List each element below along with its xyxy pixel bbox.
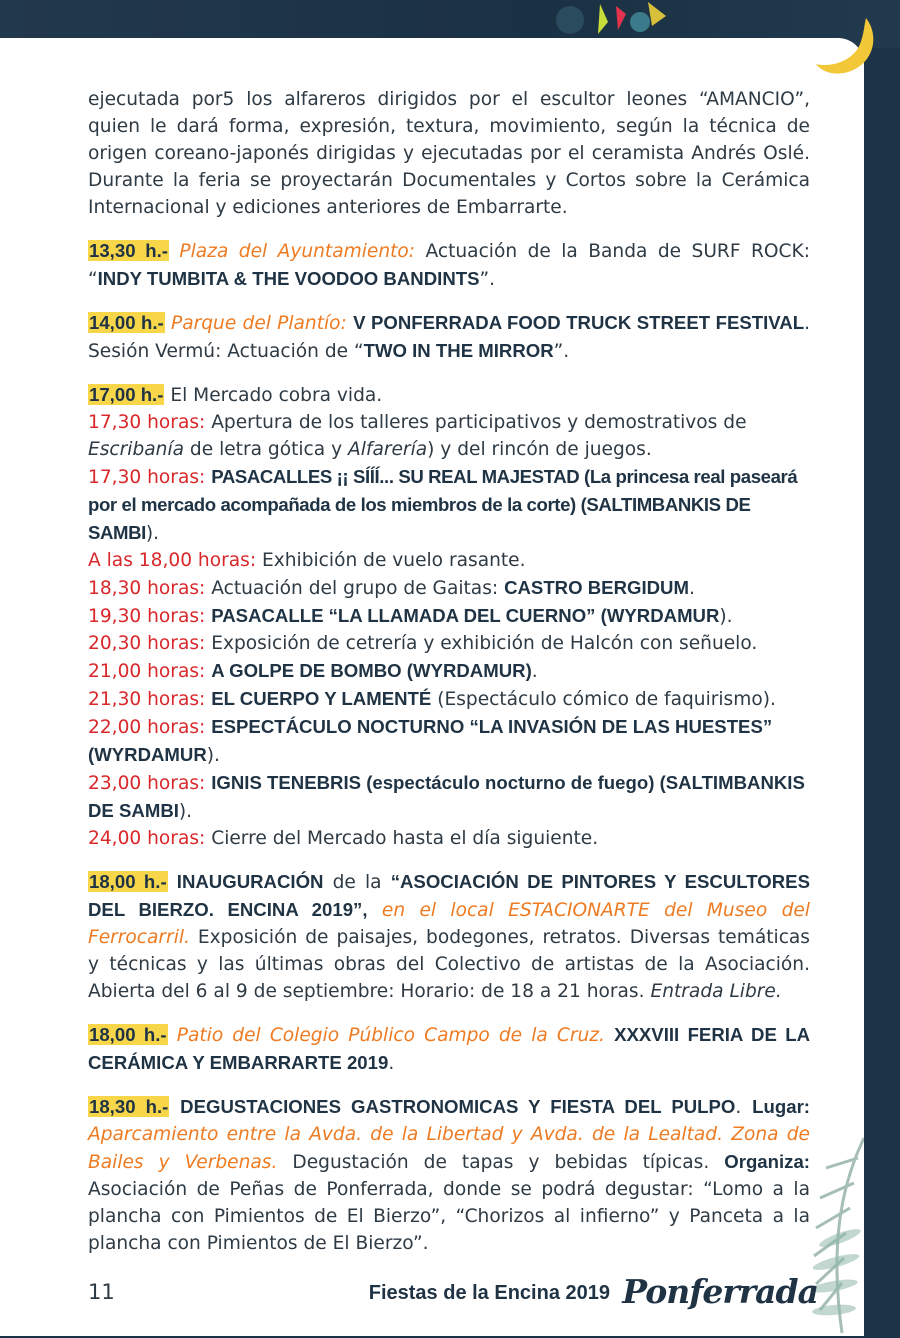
ponferrada-logo: Ponferrada (622, 1272, 818, 1311)
schedule-item: 17,30 horas: PASACALLES ¡¡ SÍÍÍ... SU REAL MAJESTAD (La princesa real paseará por el mercado acompañada de los miembros de la corte) (SALTIMBANKIS DE SAMBI). (88, 466, 798, 544)
event-location: Patio del Colegio Público Campo de la Cruz. (176, 1025, 605, 1046)
event-location: Plaza del Ayuntamiento: (179, 241, 416, 262)
event-time: 14,00 h.- (89, 312, 164, 333)
event-2: 14,00 h.- Parque del Plantío: V PONFERRADA FOOD TRUCK STREET FESTIVAL. Sesión Vermú: Actuación de “TWO IN THE MIRROR”. (88, 312, 810, 362)
event-time: 18,00 h.- (89, 871, 167, 892)
event-4: 18,00 h.- INAUGURACIÓN de la “ASOCIACIÓN DE PINTORES Y ESCULTORES DEL BIERZO. ENCINA 2019”, en el local ESTACIONARTE del Museo del Ferrocarril. Exposición de paisajes, bodegones, retratos. Diversas temáticas y técnicas y las últimas obras del Colectivo de artistas de la Asociación. Abierta del 6 al 9 de septiembre: Horario: de 18 a 21 horas. Entrada Libre. (88, 871, 810, 1002)
footer-title: Fiestas de la Encina 2019 (368, 1282, 610, 1304)
event-3 (88, 381, 810, 852)
page-number: 11 (88, 1280, 115, 1304)
intro-paragraph: ejecutada por5 los alfareros dirigidos por el escultor leones “AMANCIO”, quien le dará forma, expresión, textura, movimiento, según la técnica de origen coreano-japonés dirigidas y ejecutadas por el ceramista Andrés Oslé. Durante la feria se proyectarán Documentales y Cortos sobre la Cerámica Internacional y ediciones anteriores de Embarrarte. (88, 89, 810, 218)
market-heading: 17,00 h.- El Mercado cobra vida. (89, 384, 383, 406)
schedule-item: 20,30 horas: Exposición de cetrería y exhibición de Halcón con señuelo. (88, 633, 758, 654)
schedule-item: 21,30 horas: EL CUERPO Y LAMENTÉ (Espectáculo cómico de faquirismo). (88, 688, 776, 710)
schedule-item: A las 18,00 horas: Exhibición de vuelo rasante. (88, 550, 526, 571)
schedule-item: 18,30 horas: Actuación del grupo de Gaitas: CASTRO BERGIDUM. (88, 577, 695, 599)
event-location: en el local ESTACIONARTE del Museo del Ferrocarril. (88, 900, 810, 948)
schedule-item: 21,00 horas: A GOLPE DE BOMBO (WYRDAMUR). (88, 660, 538, 682)
event-1: 13,30 h.- Plaza del Ayuntamiento: Actuación de la Banda de SURF ROCK: “INDY TUMBITA & THE VOODOO BANDINTS”. (88, 240, 810, 290)
event-time: 18,30 h.- (89, 1096, 169, 1117)
event-location: Aparcamiento entre la Avda. de la Libertad y Avda. de la Lealtad. Zona de Bailes y Verbenas. (88, 1124, 810, 1173)
event-time: 17,00 h.- (89, 384, 164, 405)
schedule-item: 22,00 horas: ESPECTÁCULO NOCTURNO “LA INVASIÓN DE LAS HUESTES” (WYRDAMUR). (88, 716, 773, 766)
moon-icon (814, 14, 884, 80)
event-time: 13,30 h.- (89, 240, 168, 261)
schedule-item: 23,00 horas: IGNIS TENEBRIS (espectáculo nocturno de fuego) (SALTIMBANKIS DE SAMBI). (88, 772, 805, 822)
event-5: 18,00 h.- Patio del Colegio Público Campo de la Cruz. XXXVIII FERIA DE LA CERÁMICA Y EMBARRARTE 2019. (88, 1024, 811, 1074)
decorative-ornament (540, 0, 680, 40)
schedule-item: 19,30 horas: PASACALLE “LA LLAMADA DEL CUERNO” (WYRDAMUR). (88, 605, 733, 627)
event-location: Parque del Plantío: (171, 313, 347, 334)
event-6: 18,30 h.- DEGUSTACIONES GASTRONOMICAS Y FIESTA DEL PULPO. Lugar: Aparcamiento entre la Avda. de la Libertad y Avda. de la Lealtad. Zona de Bailes y Verbenas. Degustación de tapas y bebidas típicas. Organiza: Asociación de Peñas de Ponferrada, donde se podrá degustar: “Lomo a la plancha con Pimientos de El Bierzo”, “Chorizos al infierno” y Panceta a la plancha con Pimientos de El Bierzo”. (88, 1096, 811, 1254)
schedule-item: 24,00 horas: Cierre del Mercado hasta el día siguiente. (88, 828, 599, 849)
page-footer (88, 1272, 818, 1316)
page-content (88, 86, 810, 1257)
schedule-item: 17,30 horas: Apertura de los talleres participativos y demostrativos de Escribanía de letra gótica y Alfarería) y del rincón de juegos. (88, 412, 747, 460)
event-time: 18,00 h.- (89, 1024, 167, 1045)
